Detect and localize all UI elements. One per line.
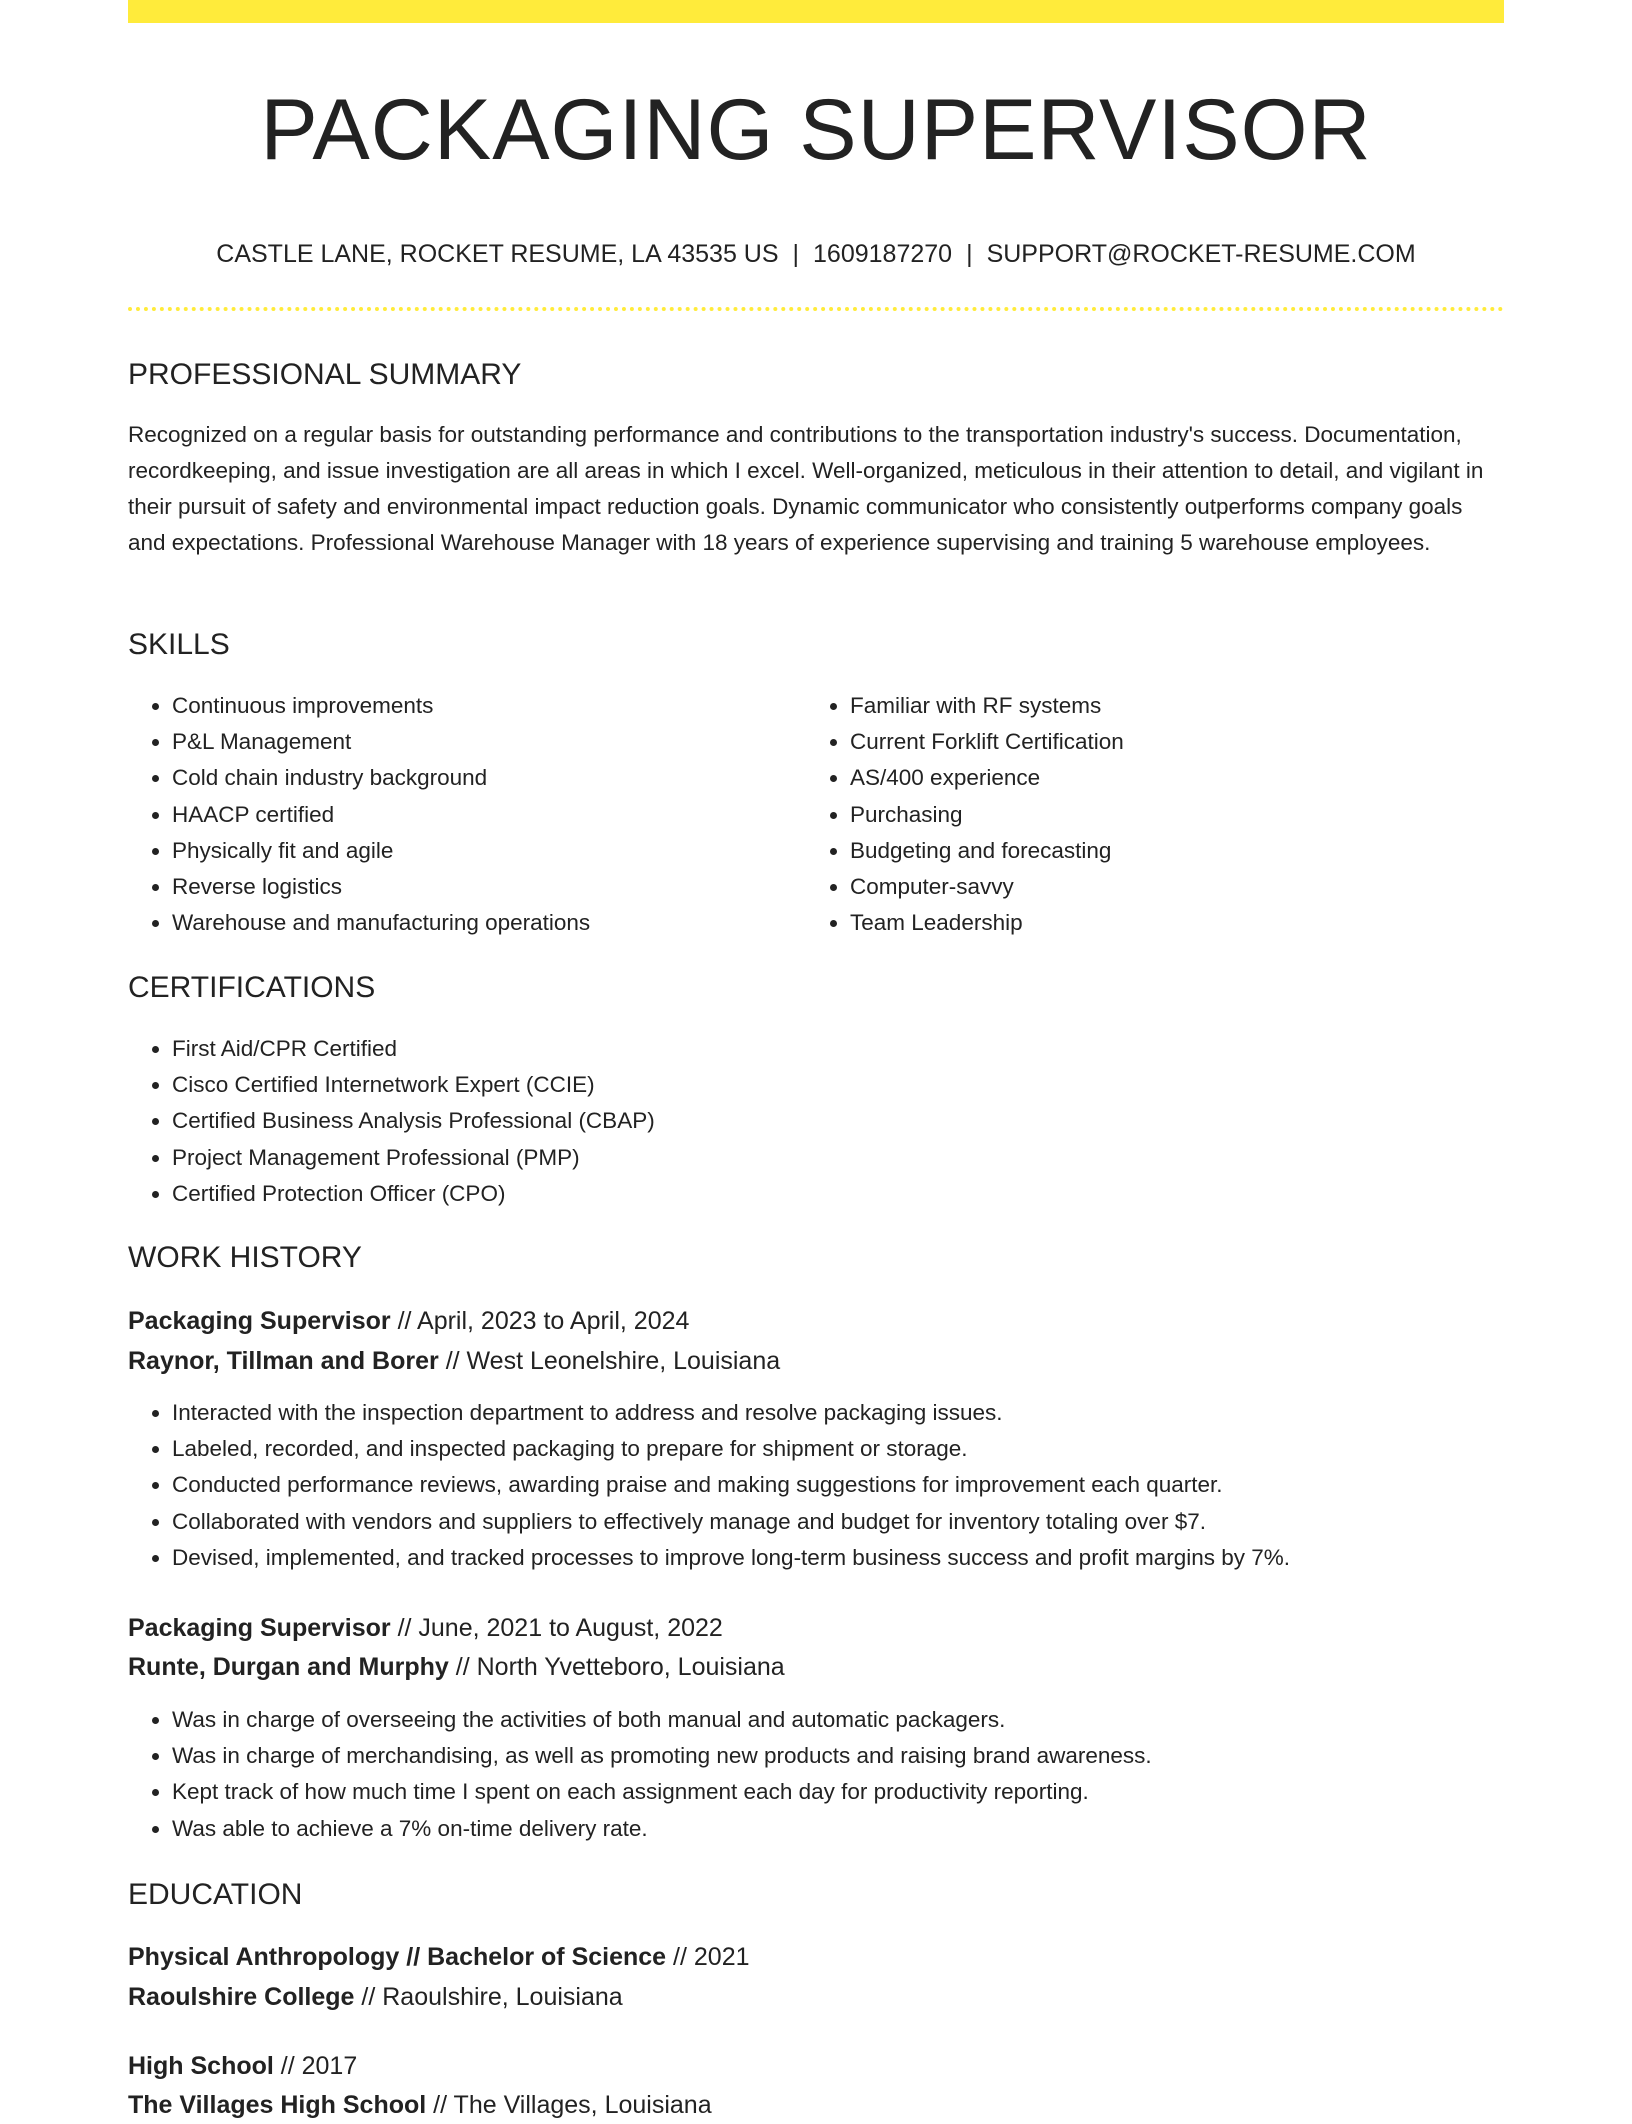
job-dates: // June, 2021 to August, 2022	[397, 1614, 723, 1642]
job-bullet: • Collaborated with vendors and suppliers to effectively manage and budget for inventory totaling over $7.	[172, 1504, 1548, 1540]
contact-email: SUPPORT@ROCKET-RESUME.COM	[986, 240, 1416, 268]
skills-list-right	[806, 688, 1500, 941]
skill-item: • Purchasing	[850, 797, 1500, 833]
job-location: // West Leonelshire, Louisiana	[445, 1347, 781, 1375]
education-school: The Villages High School	[128, 2091, 427, 2119]
education-location: // Raoulshire, Louisiana	[361, 1983, 623, 2011]
education-degree-line	[128, 2047, 357, 2085]
skill-item: • Physically fit and agile	[172, 833, 802, 869]
contact-phone: 1609187270	[813, 240, 953, 268]
accent-top-bar	[128, 0, 1504, 23]
contact-separator: |	[966, 240, 973, 268]
job-bullet: • Was in charge of overseeing the activities of both manual and automatic packagers.	[172, 1702, 1548, 1738]
education-year: // 2017	[280, 2052, 358, 2080]
summary-heading: PROFESSIONAL SUMMARY	[128, 358, 522, 391]
skill-item: • Reverse logistics	[172, 869, 802, 905]
skill-item: • Warehouse and manufacturing operations	[172, 905, 802, 941]
job-company: Raynor, Tillman and Borer	[128, 1347, 439, 1375]
job-bullets	[128, 1702, 1548, 1847]
job-company-line	[128, 1342, 780, 1380]
job-dates: // April, 2023 to April, 2024	[397, 1307, 690, 1335]
certifications-heading: CERTIFICATIONS	[128, 971, 376, 1004]
skill-item: • Budgeting and forecasting	[850, 833, 1500, 869]
job-bullet: • Interacted with the inspection department to address and resolve packaging issues.	[172, 1395, 1548, 1431]
job-title-line	[128, 1302, 689, 1340]
skill-item: • AS/400 experience	[850, 760, 1500, 796]
job-title-line	[128, 1609, 723, 1647]
education-school-line	[128, 1978, 623, 2016]
education-heading: EDUCATION	[128, 1878, 303, 1911]
skill-item: • Familiar with RF systems	[850, 688, 1500, 724]
job-title: Packaging Supervisor	[128, 1614, 391, 1642]
education-degree: Physical Anthropology // Bachelor of Science	[128, 1943, 667, 1971]
contact-separator: |	[792, 240, 800, 268]
certifications-list	[128, 1031, 1472, 1212]
job-bullet: • Devised, implemented, and tracked processes to improve long-term business success and profit margins by 7%.	[172, 1540, 1548, 1576]
skills-list-left	[128, 688, 802, 941]
skill-item: • P&L Management	[172, 724, 802, 760]
education-year: // 2021	[673, 1943, 750, 1971]
education-location: // The Villages, Louisiana	[433, 2091, 712, 2119]
contact-address: CASTLE LANE, ROCKET RESUME, LA 43535 US	[216, 240, 779, 268]
education-school-line	[128, 2086, 712, 2124]
certification-item: • Certified Protection Officer (CPO)	[172, 1176, 1472, 1212]
education-degree: High School	[128, 2052, 274, 2080]
certification-item: • Cisco Certified Internetwork Expert (CCIE)	[172, 1067, 1472, 1103]
education-degree-line	[128, 1938, 750, 1976]
skill-item: • Cold chain industry background	[172, 760, 802, 796]
skill-item: • Computer-savvy	[850, 869, 1500, 905]
certification-item: • Certified Business Analysis Professional (CBAP)	[172, 1103, 1472, 1139]
certification-item: • First Aid/CPR Certified	[172, 1031, 1472, 1067]
education-school: Raoulshire College	[128, 1983, 355, 2011]
work-history-heading: WORK HISTORY	[128, 1241, 362, 1274]
skill-item: • Team Leadership	[850, 905, 1500, 941]
job-bullet: • Was able to achieve a 7% on-time delivery rate.	[172, 1811, 1548, 1847]
certification-item: • Project Management Professional (PMP)	[172, 1140, 1472, 1176]
contact-line	[128, 236, 1504, 272]
skill-item: • Continuous improvements	[172, 688, 802, 724]
job-bullet: • Kept track of how much time I spent on each assignment each day for productivity reporting.	[172, 1774, 1548, 1810]
dotted-divider	[128, 307, 1504, 311]
job-bullets	[128, 1395, 1548, 1576]
job-company-line	[128, 1648, 785, 1686]
skill-item: • Current Forklift Certification	[850, 724, 1500, 760]
skills-heading: SKILLS	[128, 628, 230, 661]
job-company: Runte, Durgan and Murphy	[128, 1653, 449, 1681]
skill-item: • HAACP certified	[172, 797, 802, 833]
candidate-title: PACKAGING SUPERVISOR	[260, 82, 1372, 178]
job-bullet: • Was in charge of merchandising, as well as promoting new products and raising brand awareness.	[172, 1738, 1548, 1774]
job-location: // North Yvetteboro, Louisiana	[455, 1653, 785, 1681]
job-bullet: • Labeled, recorded, and inspected packaging to prepare for shipment or storage.	[172, 1431, 1548, 1467]
job-bullet: • Conducted performance reviews, awarding praise and making suggestions for improvement each quarter.	[172, 1467, 1548, 1503]
summary-text: Recognized on a regular basis for outstanding performance and contributions to the transportation industry's success. Documentation, recordkeeping, and issue investigation are all areas in which I excel. Well-organized, meticulous in their attention to detail, and vigilant in their pursuit of safety and environmental impact reduction goals. Dynamic communicator who consistently outperforms company goals and expectations. Professional Warehouse Manager with 18 years of experience supervising and training 5 warehouse employees.	[128, 422, 1484, 555]
job-title: Packaging Supervisor	[128, 1307, 391, 1335]
